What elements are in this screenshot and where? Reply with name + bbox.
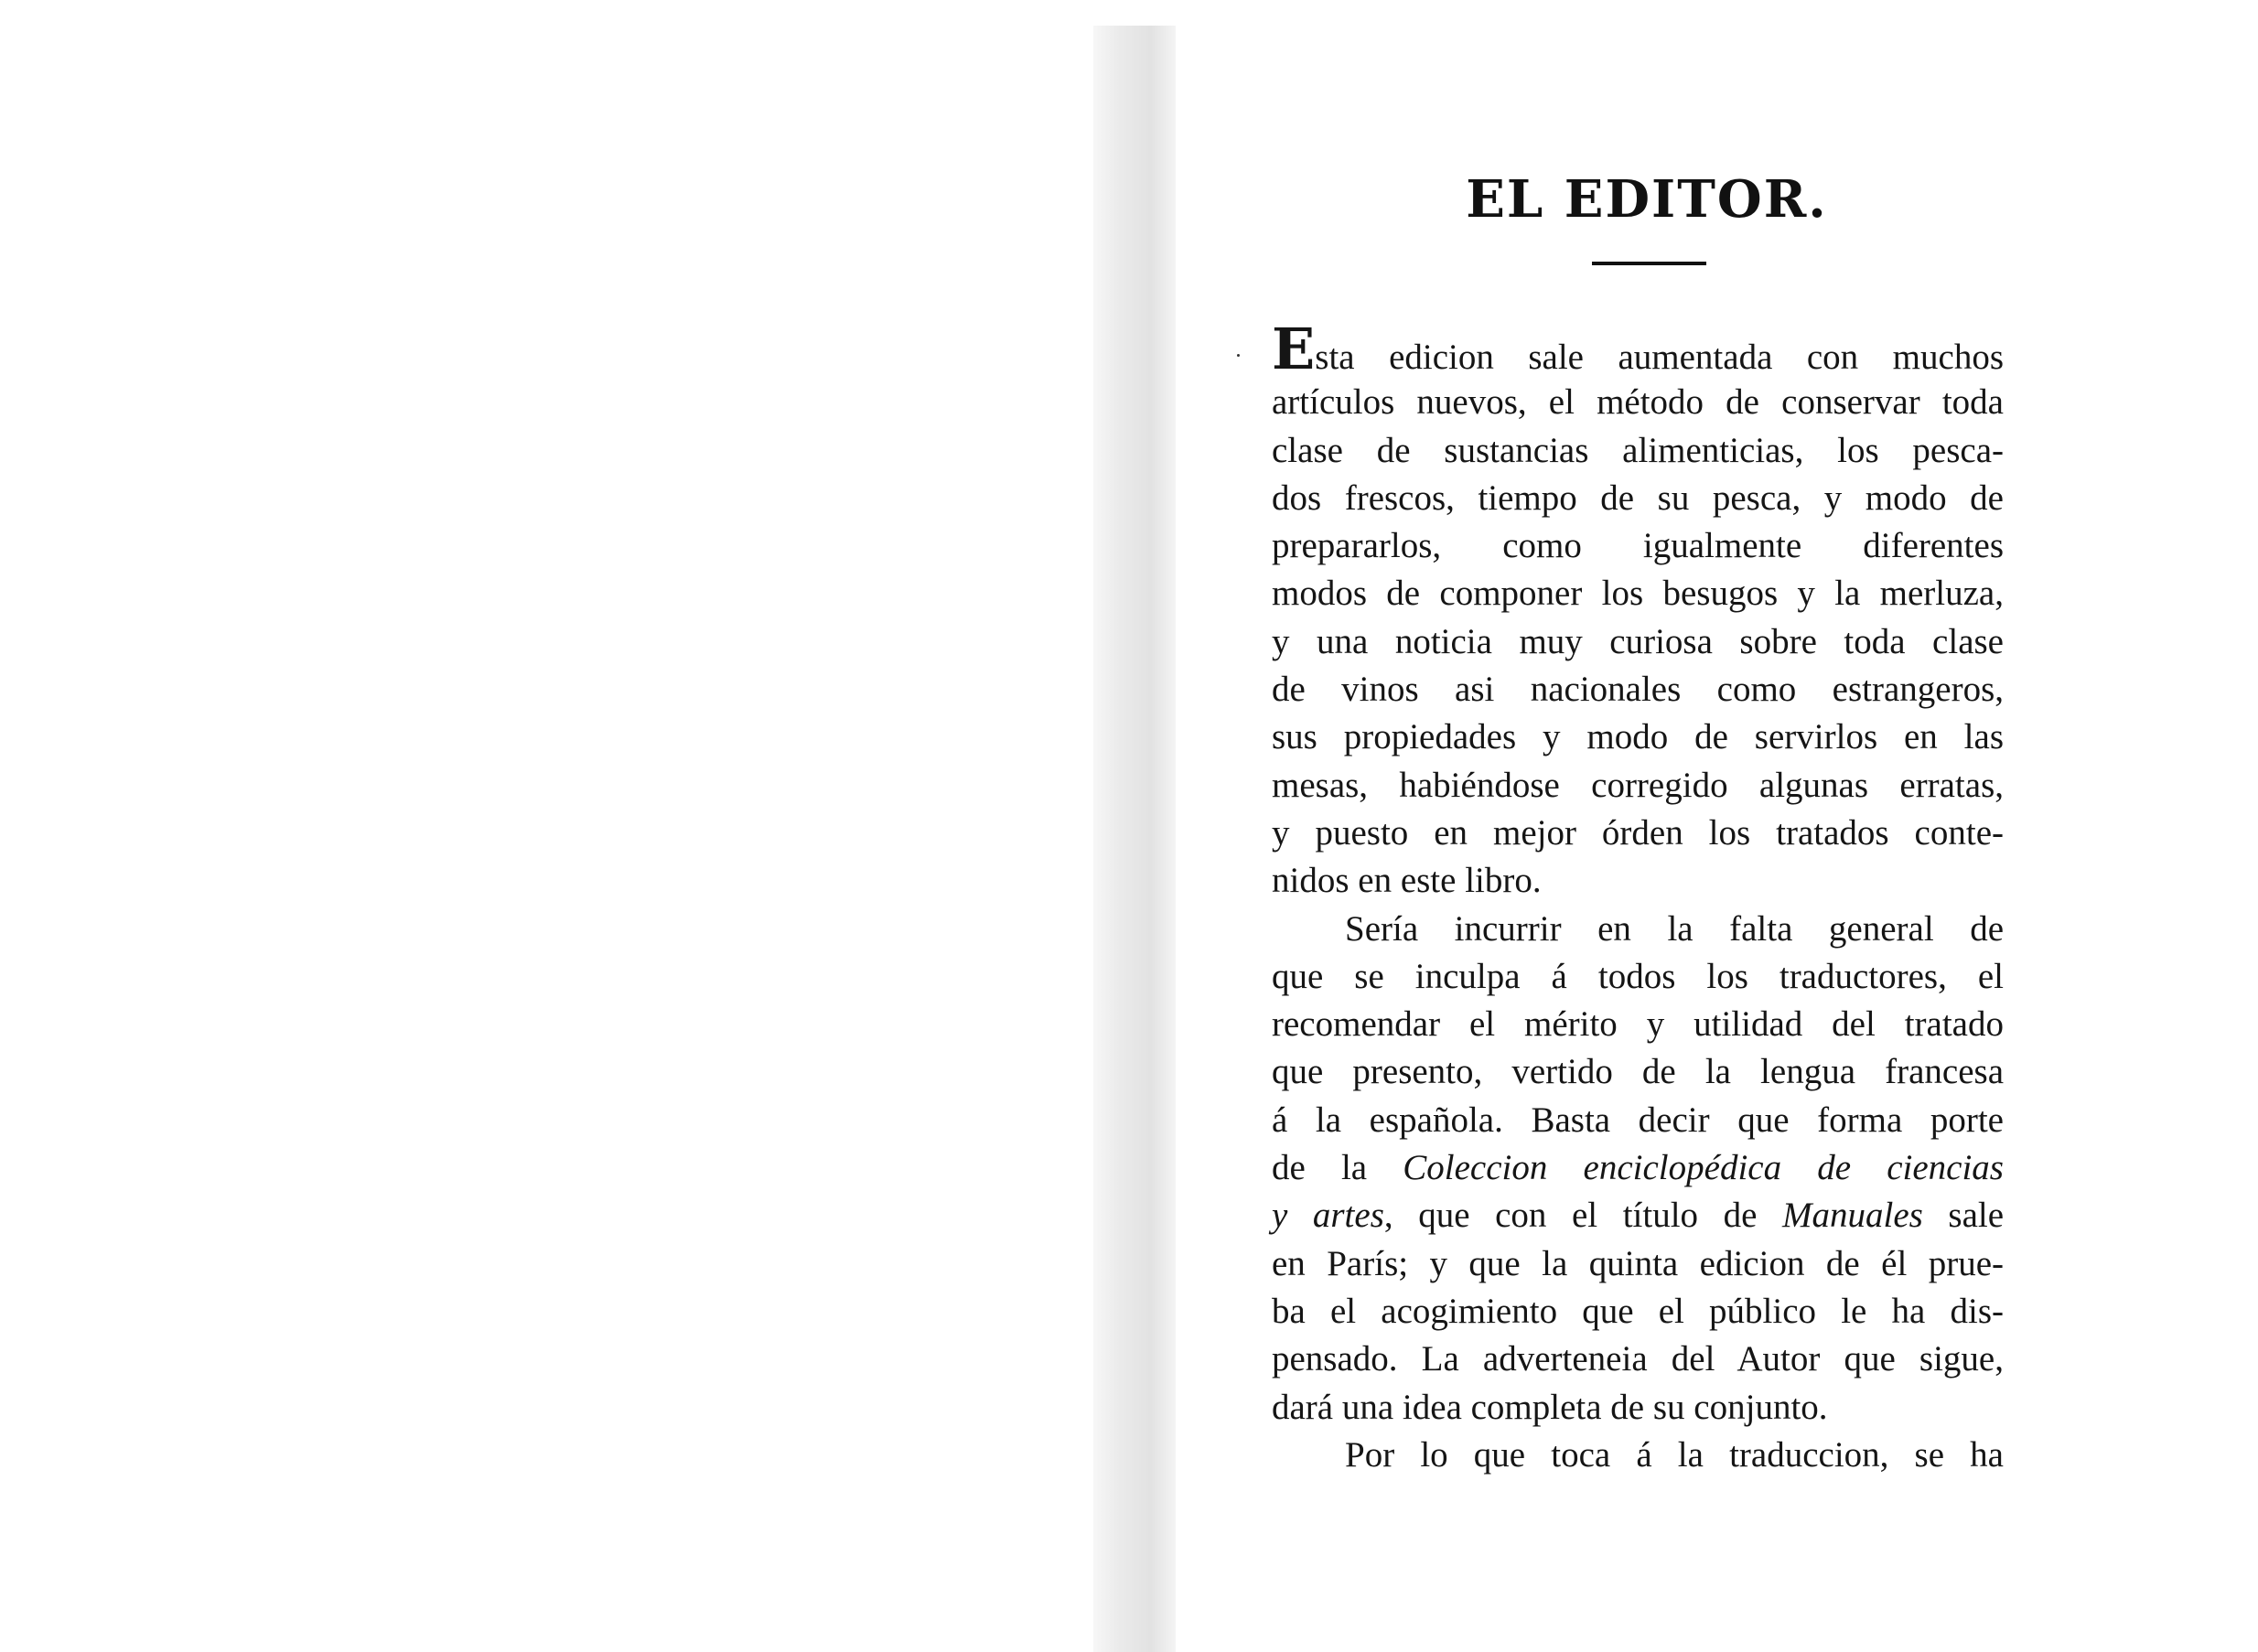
book-gutter: [1093, 0, 1176, 1652]
text-line: en París; y que la quinta edicion de él prue-: [1272, 1243, 2004, 1283]
italic-title: Coleccion enciclopédica de ciencias: [1403, 1148, 2004, 1188]
italic-title: y artes: [1272, 1196, 1384, 1236]
text-line: dará una idea completa de su conjunto.: [1272, 1387, 1828, 1427]
text-line: Por lo que toca á la traduccion, se ha: [1345, 1434, 2004, 1475]
text-line: modos de componer los besugos y la merluza,: [1272, 574, 2004, 614]
text-line: Sería incurrir en la falta general de: [1345, 908, 2004, 949]
gutter-top-edge: [1093, 0, 1176, 26]
text-line: y artes, que con el título de Manuales sale: [1272, 1196, 2005, 1236]
italic-title: Manuales: [1782, 1196, 1923, 1236]
text-line: prepararlos, como igualmente diferentes: [1272, 526, 2004, 566]
text-line: dos frescos, tiempo de su pesca, y modo de: [1272, 477, 2004, 518]
text-line: sus propiedades y modo de servirlos en las: [1272, 717, 2004, 757]
text-line: ba el acogimiento que el público le ha dis-: [1272, 1291, 2004, 1331]
text-line: de vinos asi nacionales como estrangeros,: [1272, 670, 2004, 710]
text-line: Esta edicion sale aumentada con muchos: [1272, 316, 2004, 382]
text-line: que se inculpa á todos los traductores, el: [1272, 956, 2004, 996]
text-line: nidos en este libro.: [1272, 861, 1542, 901]
title-rule: [1592, 262, 1706, 265]
text-line: pensado. La adverteneia del Autor que sigue,: [1272, 1339, 2004, 1379]
text-line: mesas, habiéndose corregido algunas erratas,: [1272, 765, 2004, 805]
body-text: [1272, 316, 2005, 1479]
text-line: artículos nuevos, el método de conservar toda: [1272, 382, 2004, 423]
text-line: clase de sustancias alimenticias, los pesca-: [1272, 430, 2004, 470]
text-line: que presento, vertido de la lengua francesa: [1272, 1052, 2004, 1092]
text-line: recomendar el mérito y utilidad del tratado: [1272, 1004, 2004, 1045]
drop-cap: E: [1272, 316, 1316, 382]
ink-speck: [1237, 354, 1240, 357]
text-line: de la Coleccion enciclopédica de ciencias: [1272, 1148, 2004, 1188]
text-line: y una noticia muy curiosa sobre toda clase: [1272, 621, 2004, 661]
text-line: y puesto en mejor órden los tratados conte-: [1272, 812, 2004, 853]
page-title: EL EDITOR.: [1466, 169, 1828, 230]
text-line: á la española. Basta decir que forma porte: [1272, 1100, 2004, 1140]
